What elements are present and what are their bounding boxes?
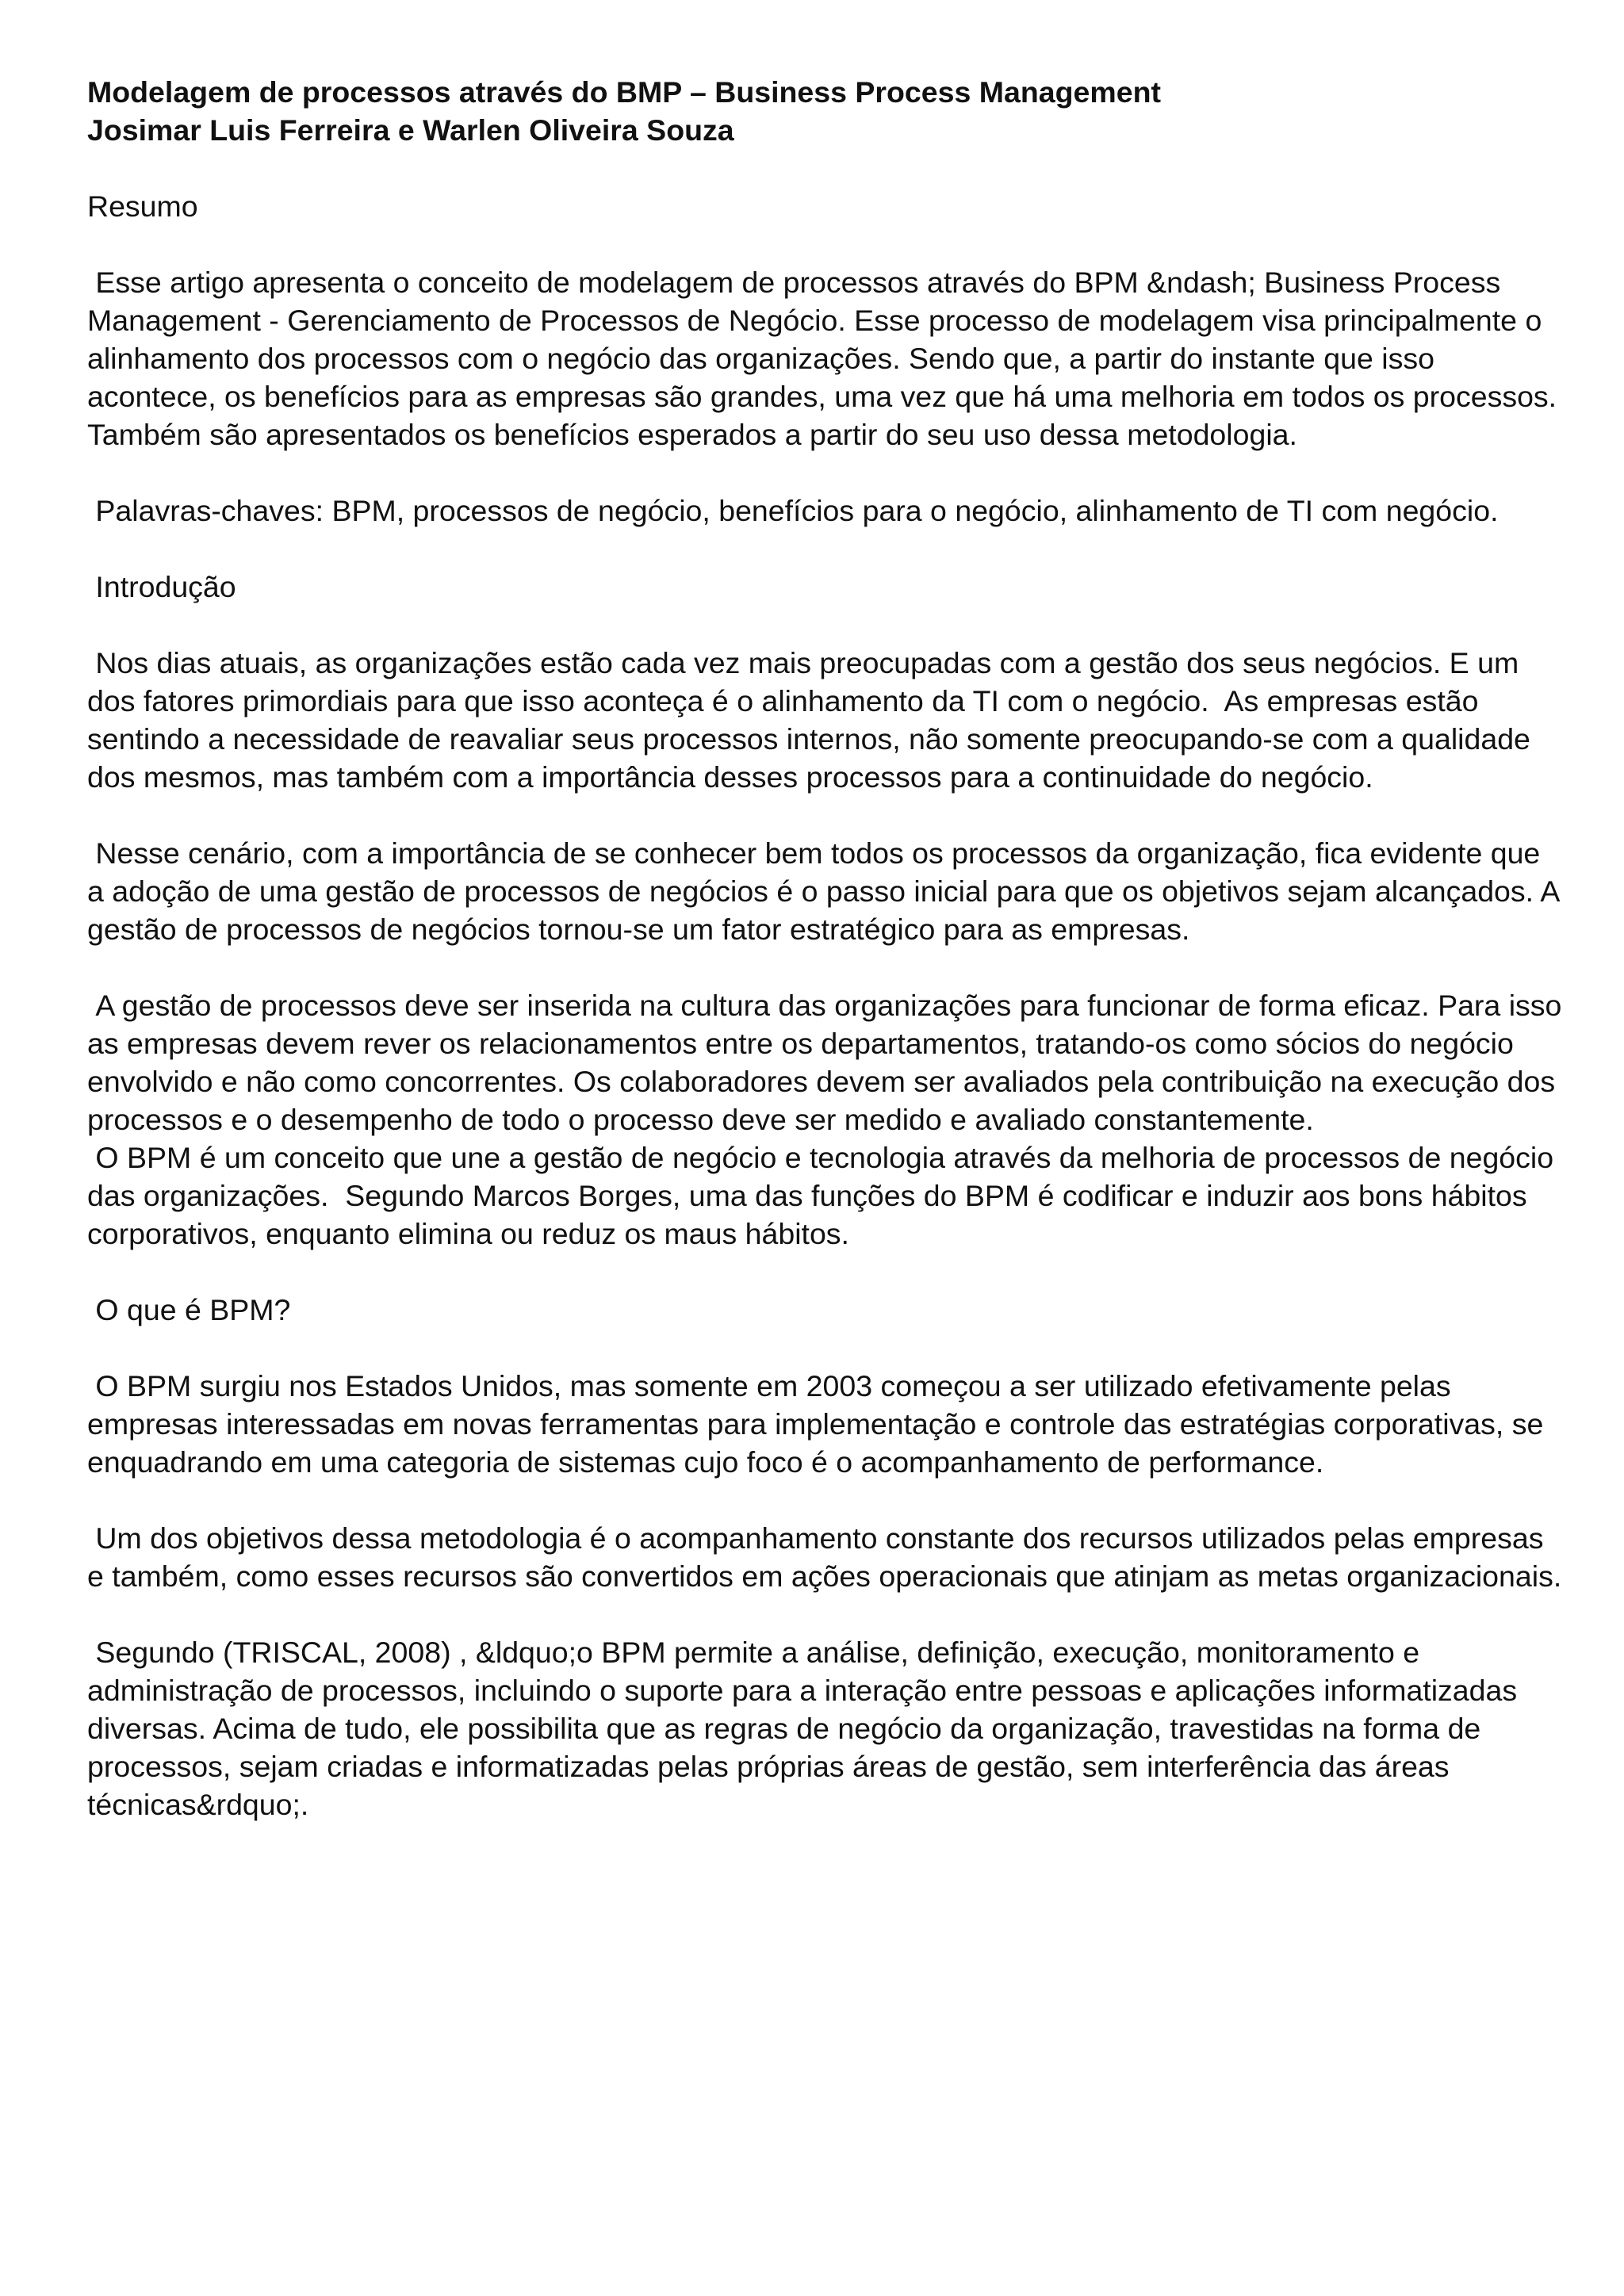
document-body [87, 73, 1570, 1823]
resumo-heading: Resumo [87, 189, 198, 223]
intro-heading: Introdução [87, 570, 236, 603]
bpm-paragraph-2: Um dos objetivos dessa metodologia é o acompanhamento constante dos recursos utilizados pelas empresas e também, como esses recursos são convertidos em ações operacionais que atinjam as metas organizacionais. [87, 1521, 1562, 1593]
bpm-paragraph-1: O BPM surgiu nos Estados Unidos, mas somente em 2003 começou a ser utilizado efetivamente pelas empresas interessadas em novas ferramentas para implementação e controle das estratégias corporativas, se enquadrando em uma categoria de sistemas cujo foco é o acompanhamento de performance. [87, 1369, 1552, 1479]
keywords-paragraph: Palavras-chaves: BPM, processos de negócio, benefícios para o negócio, alinhamento de TI com negócio. [87, 494, 1499, 527]
document-authors: Josimar Luis Ferreira e Warlen Oliveira Souza [87, 113, 734, 147]
document-title: Modelagem de processos através do BMP – Business Process Management [87, 75, 1161, 109]
bpm-heading: O que é BPM? [87, 1293, 291, 1326]
intro-paragraph-4: O BPM é um conceito que une a gestão de negócio e tecnologia através da melhoria de processos de negócio das organizações. Segundo Marcos Borges, uma das funções do BPM é codificar e induzir aos bons hábitos corporativos, enquanto elimina ou reduz os maus hábitos. [87, 1141, 1562, 1250]
intro-paragraph-2: Nesse cenário, com a importância de se conhecer bem todos os processos da organização, fica evidente que a adoção de uma gestão de processos de negócios é o passo inicial para que os objetivos sejam alcançados. A gestão de processos de negócios tornou-se um fator estratégico para as empresas. [87, 836, 1567, 946]
intro-paragraph-3: A gestão de processos deve ser inserida na cultura das organizações para funcionar de forma eficaz. Para isso as empresas devem rever os relacionamentos entre os departamentos, tratando-os como sócios do negócio envolvido e não como concorrentes. Os colaboradores devem ser avaliados pela contribuição na execução dos processos e o desempenho de todo o processo deve ser medido e avaliado constantemente. [87, 989, 1570, 1136]
abstract-paragraph: Esse artigo apresenta o conceito de modelagem de processos através do BPM &ndash; Business Process Management - Gerenciamento de Processos de Negócio. Esse processo de modelagem visa principalmente o alinhamento dos processos com o negócio das organizações. Sendo que, a partir do instante que isso acontece, os benefícios para as empresas são grandes, uma vez que há uma melhoria em todos os processos. Também são apresentados os benefícios esperados a partir do seu uso dessa metodologia. [87, 266, 1565, 451]
bpm-paragraph-3: Segundo (TRISCAL, 2008) , &ldquo;o BPM permite a análise, definição, execução, monitoramento e administração de processos, incluindo o suporte para a interação entre pessoas e aplicações informatizadas diversas. Acima de tudo, ele possibilita que as regras de negócio da organização, travestidas na forma de processos, sejam criadas e informatizadas pelas próprias áreas de gestão, sem interferência das áreas técnicas&rdquo;. [87, 1636, 1526, 1821]
intro-paragraph-1: Nos dias atuais, as organizações estão cada vez mais preocupadas com a gestão dos seus negócios. E um dos fatores primordiais para que isso aconteça é o alinhamento da TI com o negócio. As empresas estão sentindo a necessidade de reavaliar seus processos internos, não somente preocupando-se com a qualidade dos mesmos, mas também com a importância desses processos para a continuidade do negócio. [87, 646, 1539, 794]
